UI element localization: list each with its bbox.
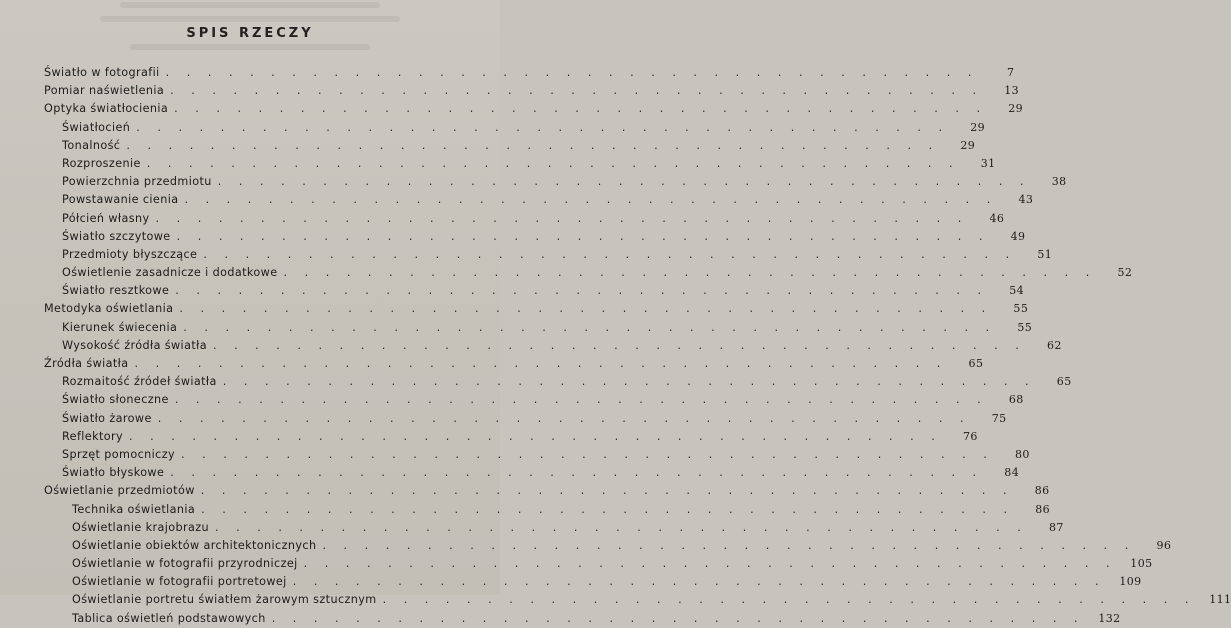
toc-entry-page-number: 49 (1010, 229, 1026, 243)
toc-entry-label: Światło błyskowe (62, 466, 165, 480)
toc-entry (44, 300, 1029, 318)
dot-leader: . . . . . . . . . . . . . . . . . . . . . . . . . . . . . . . . . . . . . . . (165, 66, 979, 79)
dot-leader: . . . . . . . . . . . . . . . . . . . . . . . . . . . . . . . . . . . . . . . (176, 229, 990, 243)
dot-leader: . . . . . . . . . . . . . . . . . . . . . . . . . . . . . . . . . . . . . . . (222, 375, 1036, 389)
toc-entry-label: Przedmioty błyszczące (62, 247, 198, 261)
toc-entry-label: Metodyka oświetlania (44, 302, 174, 316)
toc-entry (44, 137, 976, 155)
toc-entry-label: Wysokość źródła światła (62, 338, 207, 352)
toc-entry (44, 82, 1019, 100)
dot-leader: . . . . . . . . . . . . . . . . . . . . . . . . . . . . . . . . . . . . . . . (303, 557, 1117, 571)
dot-leader: . . . . . . . . . . . . . . . . . . . . . . . . . . . . . . . . . . . . . . . (170, 84, 983, 98)
table-of-contents (44, 64, 1231, 628)
dot-leader: . . . . . . . . . . . . . . . . . . . . . . . . . . . . . . . . . . . . . . . (136, 120, 950, 134)
toc-entry (44, 428, 978, 446)
toc-entry (44, 191, 1034, 209)
toc-entry-page-number: 55 (1017, 320, 1033, 334)
dot-leader: . . . . . . . . . . . . . . . . . . . . . . . . . . . . . . . . . . . . . . . (180, 447, 994, 461)
dot-leader: . . . . . . . . . . . . . . . . . . . . . . . . . . . . . . . . . . . . . . . (214, 520, 1028, 534)
toc-entry (44, 464, 1020, 482)
toc-entry (44, 410, 1007, 428)
toc-entry (44, 391, 1024, 409)
toc-entry-label: Półcień własny (62, 211, 150, 225)
toc-entry (44, 555, 1153, 573)
toc-entry (44, 246, 1053, 264)
dot-leader: . . . . . . . . . . . . . . . . . . . . . . . . . . . . . . . . . . . . . . . (126, 138, 940, 152)
toc-entry-page-number: 13 (1004, 84, 1019, 98)
dot-leader: . . . . . . . . . . . . . . . . . . . . . . . . . . . . . . . . . . . . . . . (203, 247, 1017, 261)
dot-leader: . . . . . . . . . . . . . . . . . . . . . . . . . . . . . . . . . . . . . . . (292, 575, 1106, 589)
toc-entry-page-number: 52 (1117, 266, 1133, 280)
toc-entry-page-number: 51 (1037, 247, 1053, 261)
toc-entry-label: Oświetlanie obiektów architektonicznych (72, 538, 317, 552)
toc-entry (44, 64, 1015, 82)
toc-entry (44, 173, 1067, 191)
toc-entry-label: Światło szczytowe (62, 229, 171, 243)
toc-entry-page-number: 75 (991, 411, 1007, 425)
dot-leader: . . . . . . . . . . . . . . . . . . . . . . . . . . . . . . . . . . . . . . . (134, 357, 948, 370)
toc-entry-page-number: 109 (1119, 575, 1142, 589)
dot-leader: . . . . . . . . . . . . . . . . . . . . . . . . . . . . . . . . . . . . . . . (170, 466, 984, 480)
toc-entry (44, 573, 1142, 591)
toc-entry-label: Tonalność (62, 138, 121, 152)
dot-leader: . . . . . . . . . . . . . . . . . . . . . . . . . . . . . . . . . . . . . . . (322, 538, 1136, 552)
toc-entry (44, 155, 996, 173)
toc-entry-label: Rozmaitość źródeł światła (62, 375, 217, 389)
toc-entry-page-number: 43 (1018, 193, 1034, 207)
toc-entry-label: Źródła światła (44, 357, 129, 370)
dot-leader: . . . . . . . . . . . . . . . . . . . . . . . . . . . . . . . . . . . . . . . (155, 211, 969, 225)
toc-entry-page-number: 80 (1015, 447, 1030, 461)
toc-entry (44, 519, 1064, 537)
toc-entry-page-number: 31 (980, 156, 996, 170)
toc-entry-page-number: 68 (1008, 393, 1024, 407)
toc-entry-page-number: 55 (1013, 302, 1029, 316)
toc-entry (44, 537, 1172, 555)
toc-entry-page-number: 62 (1046, 338, 1062, 352)
dot-leader: . . . . . . . . . . . . . . . . . . . . . . . . . . . . . . . . . . . . . . . (175, 284, 989, 298)
toc-entry-label: Oświetlanie w fotografii przyrodniczej (72, 557, 298, 571)
toc-entry-label: Kierunek świecenia (62, 320, 178, 334)
toc-entry-page-number: 132 (1098, 611, 1121, 625)
toc-entry-label: Sprzęt pomocniczy (62, 447, 175, 461)
toc-entry-label: Powierzchnia przedmiotu (62, 175, 212, 189)
toc-entry-page-number: 29 (960, 138, 976, 152)
toc-entry (44, 228, 1026, 246)
toc-entry (44, 337, 1062, 355)
toc-entry (44, 373, 1072, 391)
toc-entry-label: Światło żarowe (62, 411, 152, 425)
dot-leader: . . . . . . . . . . . . . . . . . . . . . . . . . . . . . . . . . . . . . . . (283, 266, 1097, 280)
toc-entry-page-number: 87 (1049, 520, 1064, 534)
dot-leader: . . . . . . . . . . . . . . . . . . . . . . . . . . . . . . . . . . . . . . . (174, 102, 987, 116)
toc-entry-label: Optyka światłocienia (44, 102, 169, 116)
toc-entry (44, 119, 986, 137)
toc-entry-page-number: 29 (970, 120, 986, 134)
page-title: SPIS RZECZY (186, 26, 314, 41)
toc-entry-page-number: 96 (1156, 538, 1172, 552)
toc-entry-label: Rozproszenie (62, 156, 141, 170)
dot-leader: . . . . . . . . . . . . . . . . . . . . . . . . . . . . . . . . . . . . . . . (271, 611, 1085, 625)
toc-entry-label: Światło w fotografii (44, 66, 160, 79)
dot-leader: . . . . . . . . . . . . . . . . . . . . . . . . . . . . . . . . . . . . . . . (201, 502, 1014, 516)
dot-leader: . . . . . . . . . . . . . . . . . . . . . . . . . . . . . . . . . . . . . . . (174, 393, 988, 407)
toc-entry (44, 446, 1030, 464)
toc-entry-page-number: 65 (968, 357, 984, 370)
toc-entry (44, 282, 1025, 300)
toc-entry-label: Światło słoneczne (62, 393, 169, 407)
toc-entry-page-number: 86 (1034, 484, 1050, 498)
toc-entry-page-number: 76 (963, 429, 978, 443)
toc-entry-label: Technika oświetlania (72, 502, 196, 516)
toc-entry (44, 100, 1023, 118)
toc-entry-label: Powstawanie cienia (62, 193, 179, 207)
toc-entry-label: Reflektory (62, 429, 124, 443)
dot-leader: . . . . . . . . . . . . . . . . . . . . . . . . . . . . . . . . . . . . . . . (129, 429, 942, 443)
toc-entry-label: Oświetlenie zasadnicze i dodatkowe (62, 266, 278, 280)
toc-entry-page-number: 105 (1130, 557, 1153, 571)
toc-entry (44, 355, 984, 373)
toc-entry-label: Pomiar naświetlenia (44, 84, 165, 98)
toc-entry-page-number: 46 (989, 211, 1005, 225)
dot-leader: . . . . . . . . . . . . . . . . . . . . . . . . . . . . . . . . . . . . . . . (157, 411, 971, 425)
toc-entry-page-number: 84 (1004, 466, 1020, 480)
toc-entry-page-number: 65 (1056, 375, 1072, 389)
toc-entry-page-number: 29 (1008, 102, 1023, 116)
toc-entry (44, 482, 1050, 500)
dot-leader: . . . . . . . . . . . . . . . . . . . . . . . . . . . . . . . . . . . . . . . (212, 338, 1026, 352)
toc-entry (44, 591, 1231, 609)
dot-leader: . . . . . . . . . . . . . . . . . . . . . . . . . . . . . . . . . . . . . . . (184, 193, 998, 207)
toc-entry-page-number: 86 (1035, 502, 1050, 516)
toc-entry (44, 319, 1033, 337)
toc-entry-page-number: 7 (1007, 66, 1015, 79)
dot-leader: . . . . . . . . . . . . . . . . . . . . . . . . . . . . . . . . . . . . . . . (217, 175, 1031, 189)
toc-entry (44, 264, 1133, 282)
dot-leader: . . . . . . . . . . . . . . . . . . . . . . . . . . . . . . . . . . . . . . . (183, 320, 997, 334)
toc-entry-label: Tablica oświetleń podstawowych (72, 611, 266, 625)
toc-entry-label: Oświetlanie przedmiotów (44, 484, 195, 498)
dot-leader: . . . . . . . . . . . . . . . . . . . . . . . . . . . . . . . . . . . . . . . (179, 302, 993, 316)
toc-entry-label: Światłocień (62, 120, 131, 134)
toc-entry-label: Oświetlanie krajobrazu (72, 520, 209, 534)
toc-entry-page-number: 54 (1009, 284, 1025, 298)
toc-entry-page-number: 38 (1051, 175, 1067, 189)
dot-leader: . . . . . . . . . . . . . . . . . . . . . . . . . . . . . . . . . . . . . . . (146, 156, 960, 170)
toc-entry-label: Światło resztkowe (62, 284, 170, 298)
dot-leader: . . . . . . . . . . . . . . . . . . . . . . . . . . . . . . . . . . . . . . . (200, 484, 1014, 498)
toc-entry-page-number: 111 (1209, 593, 1231, 607)
toc-entry-label: Oświetlanie w fotografii portretowej (72, 575, 287, 589)
toc-entry (44, 501, 1050, 519)
toc-entry (44, 610, 1121, 628)
toc-entry (44, 210, 1005, 228)
toc-entry-label: Oświetlanie portretu światłem żarowym sztucznym (72, 593, 377, 607)
dot-leader: . . . . . . . . . . . . . . . . . . . . . . . . . . . . . . . . . . . . . . . (382, 593, 1196, 607)
